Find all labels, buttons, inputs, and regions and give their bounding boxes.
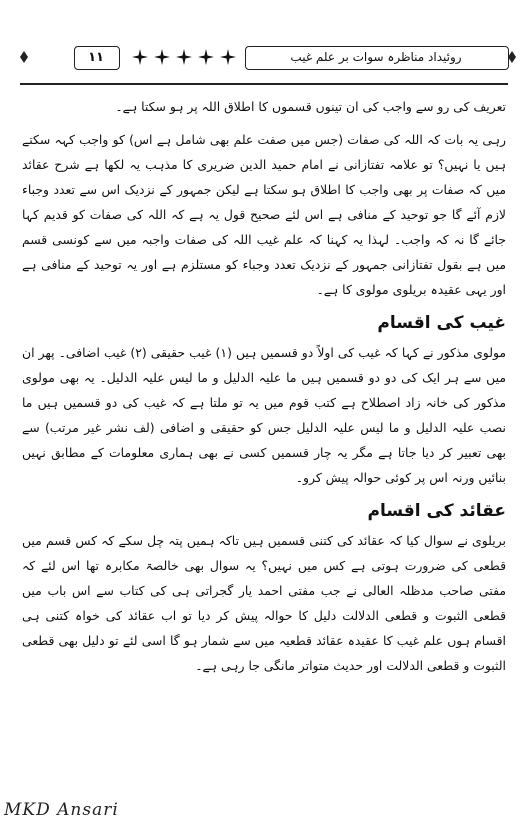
page-number: ۱۱ bbox=[88, 49, 104, 65]
header-rule bbox=[20, 83, 508, 85]
ornament-right-icon bbox=[508, 51, 516, 63]
ornament-left-icon bbox=[20, 51, 28, 63]
section-heading: عقائد کی اقسام bbox=[367, 501, 506, 521]
paragraph: مولوی مذکور نے کہا کہ غیب کی اولاً دو قسمیں ہیں (۱) غیب حقیقی (۲) غیب اضافی۔ پھر ان میں سے ہر ایک کی دو دو قسمیں ہیں ما علیہ الدلیل و ما لیس علیہ الدلیل۔ یہ بھی مولوی مذکور کی خانہ زاد اصطلاح ہے کتب قوم میں یہ تو ملتا ہے کہ غیب کی دو قسمیں ہیں ما نصب علیہ الدلیل و ما لیس علیہ الدلیل جس کو حقیقی و اضافی (لف نشر غیر مرتب) سے بھی تعبیر کر دیا جاتا ہے مگر یہ چار قسمیں کسی نے بھی ہماری معلومات کے مطابق نہیں بنائیں ورنہ اس پر کوئی حوالہ پیش کرو۔ bbox=[22, 345, 507, 485]
star-ornament-icon bbox=[176, 49, 192, 65]
section-heading: غیب کی اقسام bbox=[377, 313, 506, 333]
page-body bbox=[22, 94, 506, 686]
star-ornament-icon bbox=[198, 49, 214, 65]
page-header bbox=[20, 38, 508, 76]
star-ornament-icon bbox=[132, 49, 148, 65]
star-ornament-icon bbox=[154, 49, 170, 65]
paragraph: تعریف کی رو سے واجب کی ان تینوں قسموں کا اطلاق اللہ پر ہو سکتا ہے۔ bbox=[115, 99, 506, 114]
star-ornament-icon bbox=[220, 49, 236, 65]
signature-watermark: MKD Ansari bbox=[4, 800, 119, 820]
paragraph: بریلوی نے سوال کیا کہ عقائد کی کتنی قسمیں ہیں تاکہ ہمیں پتہ چل سکے کہ کس قسم میں قطعی کی ضرورت ہوتی ہے کس میں نہیں؟ یہ سوال بھی خالصۃ مکابرہ تھا اس لئے کہ مفتی صاحب مدظلہ العالی نے جب مفتی احمد یار گجراتی ہی کی کتاب سے اس باب میں قطعی الثبوت و قطعی الدلالت دلیل کا حوالہ پیش کر دیا تو اب عقائد کی خواہ کتنی ہی اقسام ہوں علم غیب کا عقیدہ عقائد قطعیہ میں سے شمار ہو گا اسی لئے تو دلیل بھی قطعی الثبوت و قطعی الدلالت اور حدیث متواتر مانگی جا رہی ہے۔ bbox=[22, 533, 506, 673]
running-title: روئیداد مناظرہ سوات بر علم غیب bbox=[290, 50, 462, 64]
paragraph: رہی یہ بات کہ اللہ کی صفات (جس میں صفت علم بھی شامل ہے اس) کو واجب کہہ سکتے ہیں یا نہیں؟ تو علامہ تفتازانی نے امام حمید الدین ضریری کا مذہب یہ لکھا ہے شرح عقائد میں کہ صفات پر بھی واجب کا اطلاق ہو سکتا ہے لیکن جمہور کے نزدیک اس سے تعدد وجباء لازم آئے گا جو توحید کے منافی ہے اس لئے صحیح قول یہ ہے کہ اللہ کی صفات کو قدیم کہا جائے گا نہ کہ واجب۔ لہذا یہ کہنا کہ علم غیب اللہ کی صفات واجبہ میں سے کونسی قسم میں ہے بقول تفتازانی جمہور کے نزدیک تعدد وجباء کو مستلزم ہے اور یہ توحید کے منافی ہے اور یہی عقیدہ بریلوی مولوی کا ہے۔ bbox=[22, 132, 506, 297]
header-ornaments bbox=[132, 48, 236, 66]
